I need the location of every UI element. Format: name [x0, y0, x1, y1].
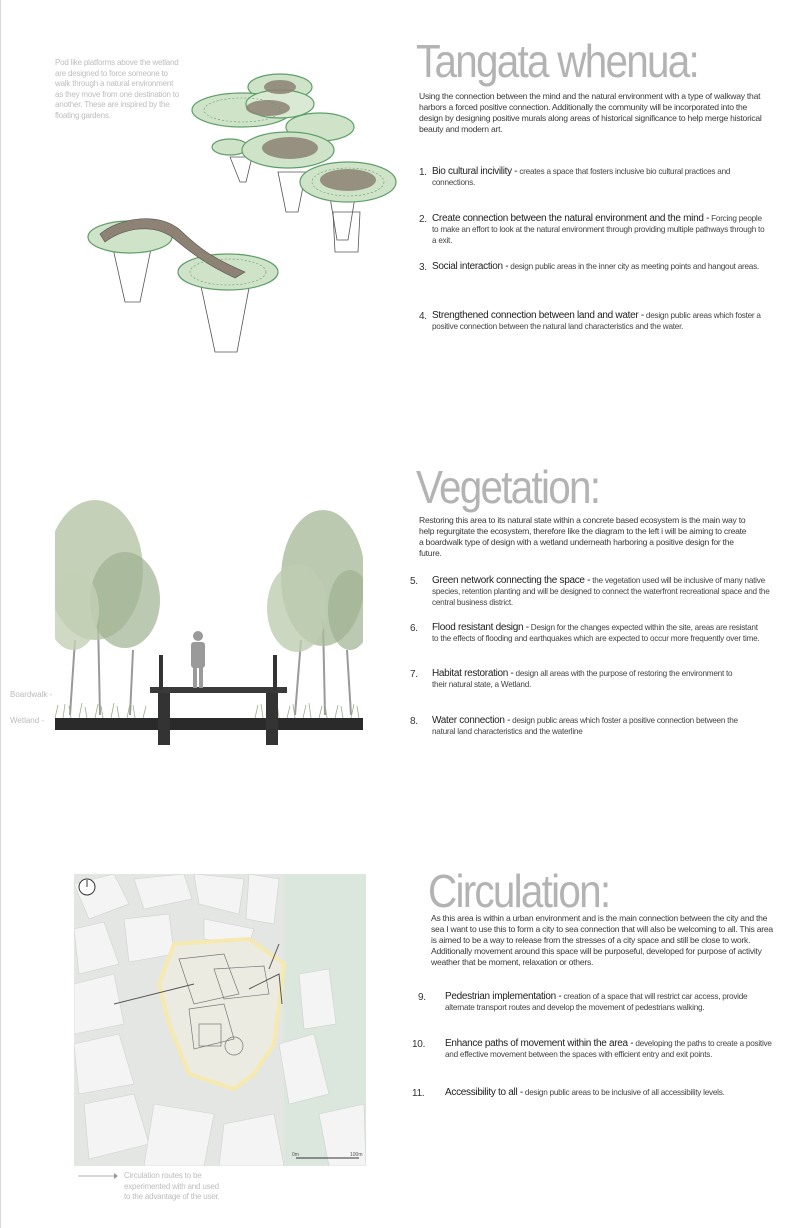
- boardwalk-section-illustration: [55, 500, 363, 750]
- goal-text: creation of a space that will restrict car access, provide alternate transport routes and develop the movement of pedestrians walking.: [445, 992, 748, 1012]
- section-title-circulation: Circulation:: [428, 865, 610, 917]
- goal-item: [410, 575, 790, 608]
- goal-number: 8.: [410, 716, 418, 727]
- goal-number: 9.: [418, 992, 426, 1003]
- goal-heading: Pedestrian implementation -: [445, 991, 562, 1002]
- goal-number: 2.: [419, 214, 427, 225]
- goal-text: creates a space that fosters inclusive bio cultural practices and connections.: [432, 167, 731, 187]
- tree-left: [55, 500, 160, 715]
- goal-text: design public areas in the inner city as meeting points and hangout areas.: [508, 262, 759, 271]
- floating-platforms-illustration: [80, 62, 400, 367]
- goal-number: 11.: [412, 1088, 425, 1099]
- goal-heading: Water connection -: [432, 715, 511, 726]
- goal-number: 5.: [410, 576, 418, 587]
- goal-heading: Flood resistant design -: [432, 622, 529, 633]
- goal-number: 6.: [410, 623, 418, 634]
- platforms-caption: Pod like platforms above the wetland are designed to force someone to walk through a natural environment as they move from one destination to another. These are inspired by the floating gardens.: [55, 58, 179, 120]
- goal-text: design public areas which foster a positive connection between the natural land characteristics and the waterline: [432, 716, 738, 736]
- boardwalk: [150, 655, 287, 745]
- goal-text: design all areas with the purpose of restoring the environment to their natural state, a Wetland.: [432, 669, 733, 689]
- goal-item: [419, 166, 739, 188]
- goal-text: Design for the changes expected within the site, areas are resistant to the effects of flooding and earthquakes which are expected to occur more frequently over time.: [432, 623, 760, 643]
- boardwalk-label: Boardwalk -: [10, 690, 53, 699]
- goal-item: [410, 668, 740, 690]
- goal-heading: Green network connecting the space -: [432, 575, 591, 586]
- section3-intro: As this area is within a urban environment and is the main connection between the city and the sea I want to use this to form a city to sea connection that will also be welcoming to all. This area is aimed to be a way to release from the stresses of a city space and still be close to work. Additionally movement around this space will be purposeful, developed for purpose of activity weather that be moment, relaxation or others.: [431, 913, 773, 967]
- goal-text: Forcing people to make an effort to look at the natural environment through providing multiple pathways through to a exit.: [432, 214, 765, 245]
- wetland-ground: [55, 718, 363, 730]
- goal-text: design public areas to be inclusive of all accessibility levels.: [522, 1088, 725, 1097]
- goal-heading: Create connection between the natural environment and the mind -: [432, 213, 710, 224]
- goal-item: [418, 991, 778, 1013]
- goal-item: [412, 1038, 778, 1060]
- goal-heading: Habitat restoration -: [432, 668, 514, 679]
- human-figure: [191, 631, 205, 688]
- map-graphic: [74, 874, 366, 1166]
- goal-text: developing the paths to create a positive and effective movement between the spaces with efficient entry and exit points.: [445, 1039, 772, 1059]
- goal-heading: Enhance paths of movement within the area -: [445, 1038, 634, 1049]
- goal-item: [412, 1087, 778, 1098]
- section-title-tangata-whenua: Tangata whenua:: [416, 35, 698, 87]
- section1-intro: Using the connection between the mind and the natural environment with a type of walkway that harbors a forced positive connection. Additionally the community will be incorporated into the design by designing positive murals along areas of historical significance to help merge historical beauty and modern art.: [419, 91, 762, 134]
- circulation-caption: Circulation routes to be experimented with and used to the advantage of the user.: [124, 1171, 220, 1201]
- goal-heading: Social interaction -: [432, 261, 509, 272]
- goal-number: 10.: [412, 1039, 426, 1050]
- goal-item: [410, 715, 740, 737]
- wetland-label: Wetland -: [10, 716, 45, 725]
- circulation-map: [74, 874, 366, 1166]
- tree-right: [267, 510, 363, 715]
- page-left-border: [0, 0, 1, 1228]
- legend-arrow-icon: [78, 1171, 118, 1181]
- section2-intro: Restoring this area to its natural state within a concrete based ecosystem is the main way to help regurgitate the ecosystem, therefore like the diagram to the left i will be aiming to create a boardwalk type of design with a wetland underneath harboring a positive design for the future.: [419, 515, 747, 558]
- goal-item: [419, 310, 764, 332]
- north-compass-icon: [78, 878, 96, 896]
- goal-item: [419, 213, 769, 246]
- goal-number: 7.: [410, 669, 418, 680]
- section-title-vegetation: Vegetation:: [416, 461, 600, 513]
- goal-number: 3.: [419, 262, 427, 273]
- goal-heading: Bio cultural incivility -: [432, 166, 518, 177]
- goal-number: 1.: [419, 167, 427, 178]
- scale-start-label: 0m: [292, 1152, 299, 1158]
- goal-heading: Strengthened connection between land and water -: [432, 310, 644, 321]
- scale-end-label: 100m: [350, 1152, 363, 1158]
- goal-text: design public areas which foster a positive connection between the natural land characteristics and the water.: [432, 311, 761, 331]
- goal-number: 4.: [419, 311, 427, 322]
- goal-heading: Accessibility to all -: [445, 1087, 523, 1098]
- goal-item: [419, 261, 769, 272]
- site-boundary: [159, 939, 284, 1089]
- goal-text: the vegetation used will be inclusive of many native species, retention planting and will be designed to connect the waterfront recreational space and the central business district.: [432, 576, 770, 607]
- goal-item: [410, 622, 765, 644]
